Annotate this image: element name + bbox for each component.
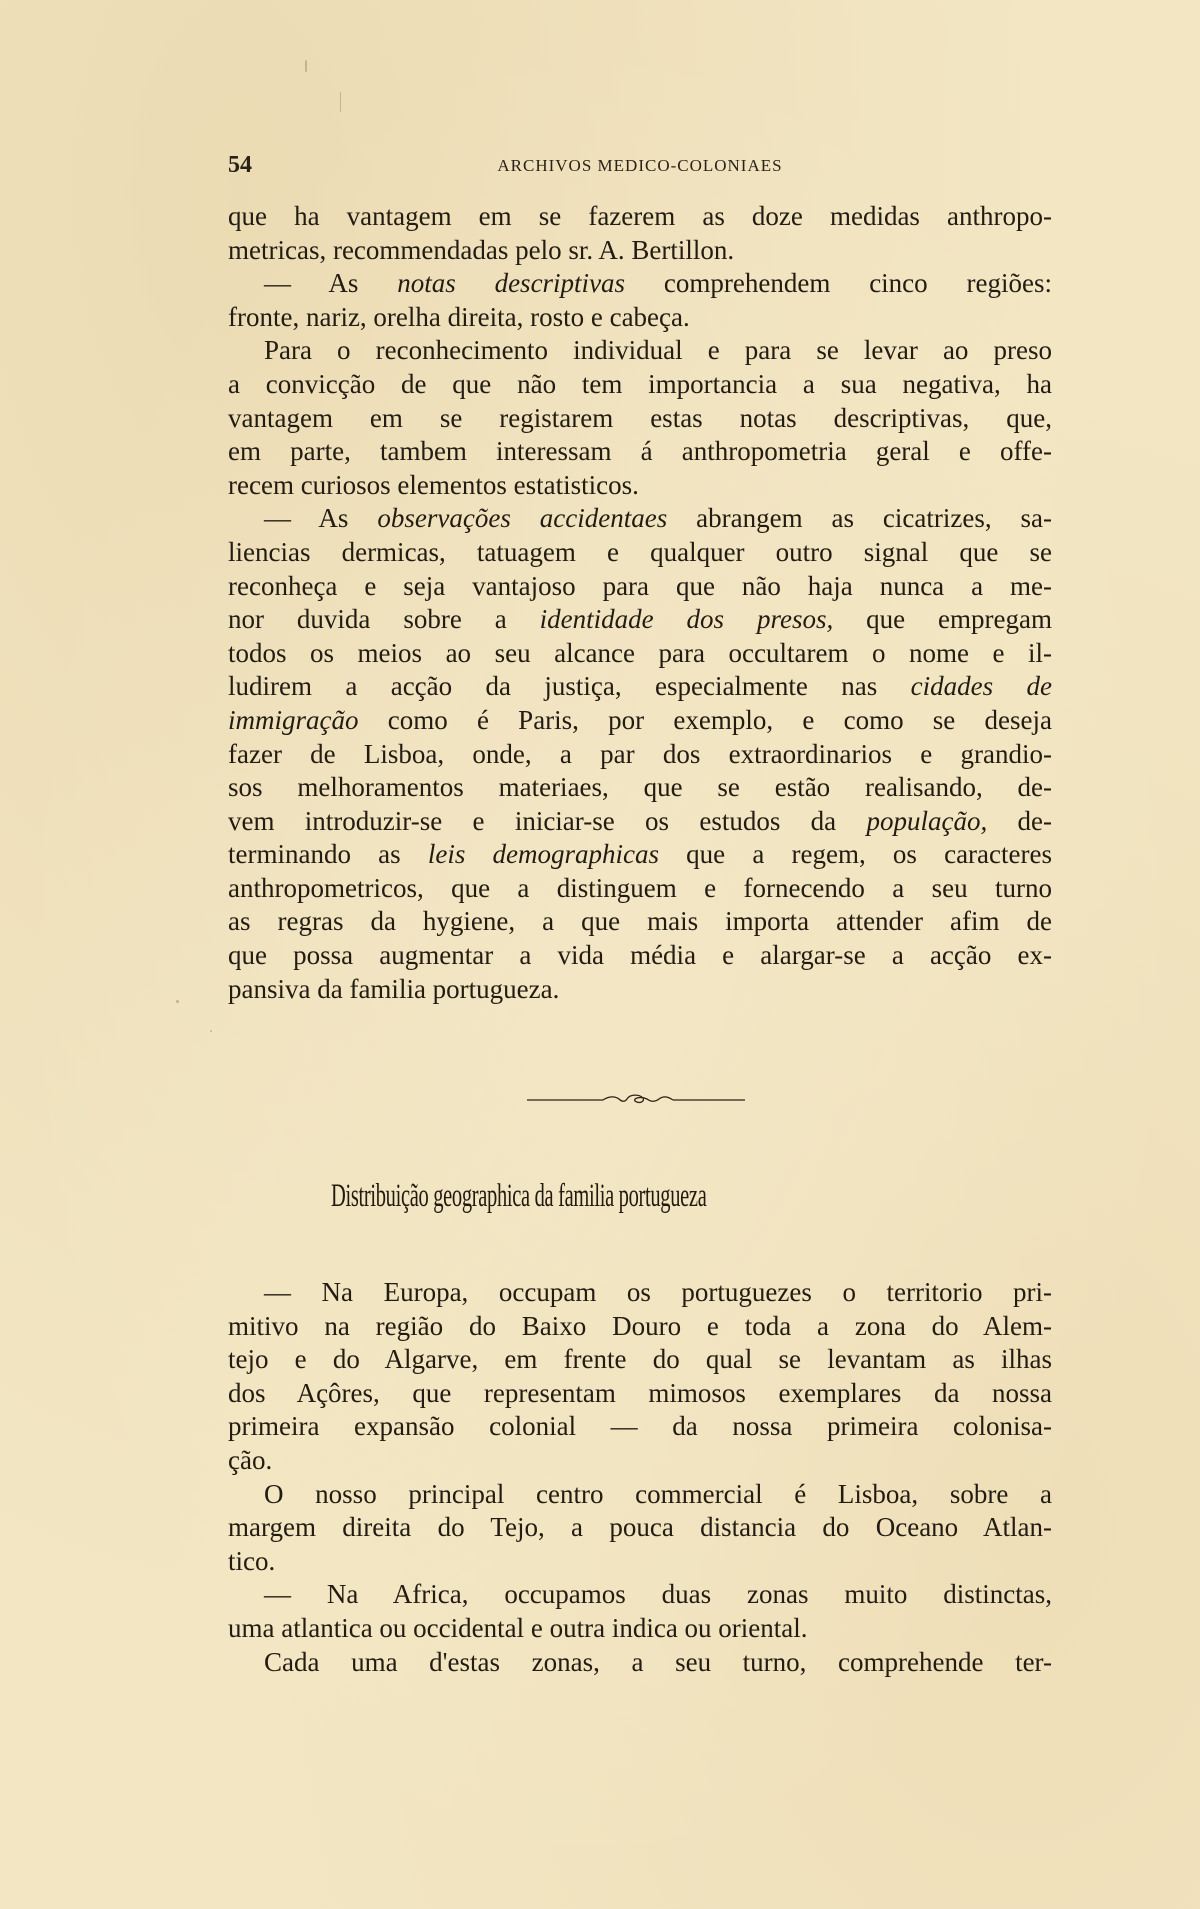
text-segment: fazer de Lisboa, onde, a par dos extraordinarios e grandio- (228, 738, 1052, 769)
text-line (228, 939, 1052, 973)
text-segment: primeira expansão colonial — da nossa primeira colonisa- (228, 1411, 1052, 1442)
text-line (228, 1511, 1052, 1545)
text-segment: como é Paris, por exemplo, e como se deseja (358, 704, 1052, 735)
italic-phrase: cidades de (910, 671, 1052, 702)
page-header (228, 152, 1052, 182)
italic-phrase: immigração (228, 704, 359, 735)
text-segment: que a regem, os caracteres (659, 839, 1052, 870)
italic-phrase: notas descriptivas (397, 268, 626, 299)
body-text-part1 (228, 200, 1052, 1006)
text-segment: que empregam (833, 604, 1052, 635)
running-head: ARCHIVOS MEDICO-COLONIAES (497, 156, 783, 175)
text-segment: que possa augmentar a vida média e alargar-se a acção ex- (228, 940, 1052, 971)
text-line (228, 469, 1052, 503)
text-segment: em parte, tambem interessam á anthropometria geral e offe- (228, 436, 1052, 467)
text-segment: vem introduzir-se e iniciar-se os estudos da (228, 805, 867, 836)
text-line (228, 872, 1052, 906)
text-line (228, 536, 1052, 570)
text-line (228, 1578, 1052, 1612)
section-title: Distribuição geographica da familia portugueza (331, 1178, 707, 1214)
page-number: 54 (228, 152, 252, 178)
text-line (228, 704, 1052, 738)
text-line (228, 200, 1052, 234)
text-line (228, 234, 1052, 268)
text-segment: de- (987, 805, 1052, 836)
text-segment: abrangem as cicatrizes, sa- (667, 503, 1052, 534)
paper-speck (305, 60, 307, 72)
text-line (228, 1444, 1052, 1478)
italic-phrase: identidade dos presos, (539, 604, 834, 635)
text-line (228, 1646, 1052, 1680)
text-line (228, 435, 1052, 469)
paper-speck (340, 92, 341, 112)
text-segment: O nosso principal centro commercial é Lisboa, sobre a (264, 1478, 1052, 1509)
text-line (228, 1276, 1052, 1310)
italic-phrase: observações accidentaes (377, 503, 668, 534)
text-line (228, 805, 1052, 839)
text-segment: pansiva da familia portugueza. (228, 973, 560, 1004)
text-segment: liencias dermicas, tatuagem e qualquer outro signal que se (228, 536, 1052, 567)
italic-phrase: leis demographicas (427, 839, 659, 870)
text-line (228, 1343, 1052, 1377)
text-segment: — As (264, 268, 398, 299)
text-line (228, 637, 1052, 671)
italic-phrase: população, (866, 805, 988, 836)
text-segment: Cada uma d'estas zonas, a seu turno, comprehende ter- (264, 1646, 1052, 1677)
text-line (228, 570, 1052, 604)
text-line (228, 973, 1052, 1007)
paper-speck (176, 1000, 179, 1003)
text-line (228, 838, 1052, 872)
text-line (228, 1377, 1052, 1411)
text-segment: terminando as (228, 839, 428, 870)
text-line (228, 670, 1052, 704)
text-line (228, 267, 1052, 301)
text-line (228, 905, 1052, 939)
text-segment: ludirem a acção da justiça, especialmente nas (228, 671, 911, 702)
text-line (228, 738, 1052, 772)
text-segment: as regras da hygiene, a que mais importa attender afim de (228, 906, 1052, 937)
text-line (228, 368, 1052, 402)
text-line (228, 1545, 1052, 1579)
text-line (228, 771, 1052, 805)
text-line (228, 301, 1052, 335)
text-segment: Para o reconhecimento individual e para se levar ao preso (264, 335, 1052, 366)
text-line (228, 1478, 1052, 1512)
text-line (228, 1310, 1052, 1344)
text-line (228, 334, 1052, 368)
text-segment: a convicção de que não tem importancia a sua negativa, ha (228, 368, 1052, 399)
body-text-section (228, 1276, 1052, 1679)
text-segment: tejo e do Algarve, em frente do qual se levantam as ilhas (228, 1344, 1052, 1375)
text-segment: sos melhoramentos materiaes, que se estão realisando, de- (228, 772, 1052, 803)
text-segment: mitivo na região do Baixo Douro e toda a zona do Alem- (228, 1310, 1052, 1341)
text-segment: ção. (228, 1444, 273, 1475)
text-segment: uma atlantica ou occidental e outra indica ou oriental. (228, 1612, 808, 1643)
text-segment: anthropometricos, que a distinguem e fornecendo a seu turno (228, 872, 1052, 903)
text-segment: — Na Africa, occupamos duas zonas muito distinctas, (264, 1579, 1052, 1610)
text-line (228, 1410, 1052, 1444)
ornament-divider-icon (527, 1090, 745, 1110)
text-segment: — As (264, 503, 378, 534)
text-segment: margem direita do Tejo, a pouca distancia do Oceano Atlan- (228, 1512, 1052, 1543)
text-segment: metricas, recommendadas pelo sr. A. Bertillon. (228, 234, 735, 265)
text-line (228, 502, 1052, 536)
text-segment: — Na Europa, occupam os portuguezes o territorio pri- (264, 1277, 1052, 1307)
text-segment: comprehendem cinco regiões: (625, 268, 1052, 299)
text-line (228, 1612, 1052, 1646)
text-segment: fronte, nariz, orelha direita, rosto e cabeça. (228, 301, 690, 332)
text-segment: que ha vantagem em se fazerem as doze medidas anthropo- (228, 201, 1052, 231)
text-segment: vantagem em se registarem estas notas descriptivas, que, (228, 402, 1052, 433)
text-line (228, 603, 1052, 637)
text-segment: nor duvida sobre a (228, 604, 540, 635)
text-segment: reconheça e seja vantajoso para que não haja nunca a me- (228, 570, 1052, 601)
text-segment: todos os meios ao seu alcance para occultarem o nome e il- (228, 637, 1052, 668)
text-segment: tico. (228, 1545, 276, 1576)
text-segment: dos Açôres, que representam mimosos exemplares da nossa (228, 1377, 1052, 1408)
paper-speck (210, 1030, 212, 1032)
text-segment: recem curiosos elementos estatisticos. (228, 469, 639, 500)
text-line (228, 402, 1052, 436)
